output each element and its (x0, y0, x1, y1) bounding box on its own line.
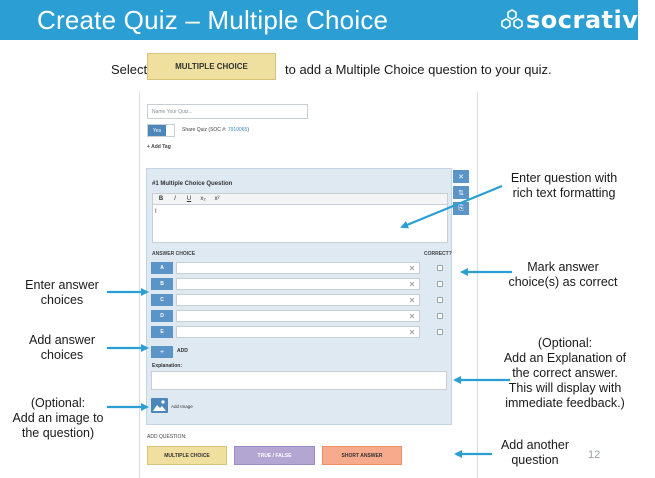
add-tag-link[interactable]: + Add Tag (147, 144, 171, 150)
callout-enter-choices: Enter answer choices (25, 278, 99, 307)
slide-title: Create Quiz – Multiple Choice (37, 5, 389, 35)
true-false-button[interactable]: TRUE / FALSE (234, 446, 315, 465)
share-quiz-close: ) (247, 127, 249, 133)
callout-mark-correct: Mark answer choice(s) as correct (508, 260, 618, 289)
question-title: #1 Multiple Choice Question (152, 181, 233, 187)
rich-text-toolbar (152, 193, 448, 205)
subscript-icon[interactable]: x₂ (200, 196, 206, 202)
socrative-logo (500, 6, 655, 34)
delete-question-icon[interactable]: ✕ (453, 170, 469, 183)
choice-input-c[interactable] (176, 294, 420, 306)
choice-input-e[interactable] (176, 326, 420, 338)
choice-input-b[interactable] (176, 278, 420, 290)
callout-rich-text: Enter question with rich text formatting (510, 171, 618, 200)
add-question-label: ADD QUESTION: (147, 434, 187, 440)
callout-image: (Optional: Add an image to the question) (12, 396, 104, 440)
explanation-label: Explanation: (152, 363, 183, 369)
clear-choice-icon[interactable]: ✕ (408, 263, 416, 273)
add-image-label[interactable]: Add Image (171, 404, 193, 409)
share-quiz-label (182, 127, 249, 133)
clear-choice-icon[interactable]: ✕ (408, 327, 416, 337)
choice-letter-a: A (151, 262, 173, 274)
callout-explanation: (Optional: Add an Explanation of the correct answer. This will display with immediate feedback.) (503, 336, 627, 410)
page-number: 12 (588, 449, 601, 461)
hexagon-cluster-icon (500, 8, 524, 32)
share-toggle-yes[interactable]: Yes (148, 125, 166, 136)
reorder-question-icon[interactable]: ⇅ (453, 186, 469, 199)
clear-choice-icon[interactable]: ✕ (408, 311, 416, 321)
clear-choice-icon[interactable]: ✕ (408, 279, 416, 289)
callout-add-choices: Add answer choices (28, 333, 95, 362)
share-toggle[interactable] (147, 124, 175, 137)
explanation-input[interactable] (151, 371, 447, 390)
superscript-icon[interactable]: x² (214, 196, 220, 202)
share-quiz-text: Share Quiz (SOC #: (182, 127, 227, 133)
title-banner (0, 0, 655, 40)
multiple-choice-button[interactable]: MULTIPLE CHOICE (147, 446, 227, 465)
choice-letter-c: C (151, 294, 173, 306)
correct-checkbox-b[interactable] (437, 281, 443, 287)
text-cursor: I (155, 209, 157, 215)
choice-letter-d: D (151, 310, 173, 322)
callout-add-question: Add another question (500, 438, 570, 467)
correct-checkbox-d[interactable] (437, 313, 443, 319)
bold-icon[interactable]: B (158, 196, 164, 202)
add-choice-button[interactable]: + (151, 346, 173, 358)
instruction-prefix: Select (111, 62, 148, 77)
quiz-name-input[interactable]: Name Your Quiz... (147, 104, 308, 119)
soc-number: 7910065 (227, 127, 248, 133)
instruction-suffix: to add a Multiple Choice question to your quiz. (285, 62, 552, 77)
correct-header: CORRECT? (424, 251, 452, 257)
underline-icon[interactable]: U (186, 196, 192, 202)
choice-input-a[interactable] (176, 262, 420, 274)
clear-choice-icon[interactable]: ✕ (408, 295, 416, 305)
correct-checkbox-c[interactable] (437, 297, 443, 303)
short-answer-button[interactable]: SHORT ANSWER (322, 446, 402, 465)
italic-icon[interactable]: I (174, 196, 176, 202)
answer-choice-header: ANSWER CHOICE (152, 251, 196, 257)
copy-question-icon[interactable]: ⎘ (453, 202, 469, 215)
choice-letter-b: B (151, 278, 173, 290)
correct-checkbox-e[interactable] (437, 329, 443, 335)
multiple-choice-button-sample[interactable]: MULTIPLE CHOICE (147, 53, 276, 80)
add-choice-label[interactable]: ADD (177, 348, 188, 354)
choice-input-d[interactable] (176, 310, 420, 322)
image-icon[interactable] (151, 398, 168, 413)
correct-checkbox-a[interactable] (437, 265, 443, 271)
choice-letter-e: E (151, 326, 173, 338)
logo-text: socrative (526, 6, 655, 34)
